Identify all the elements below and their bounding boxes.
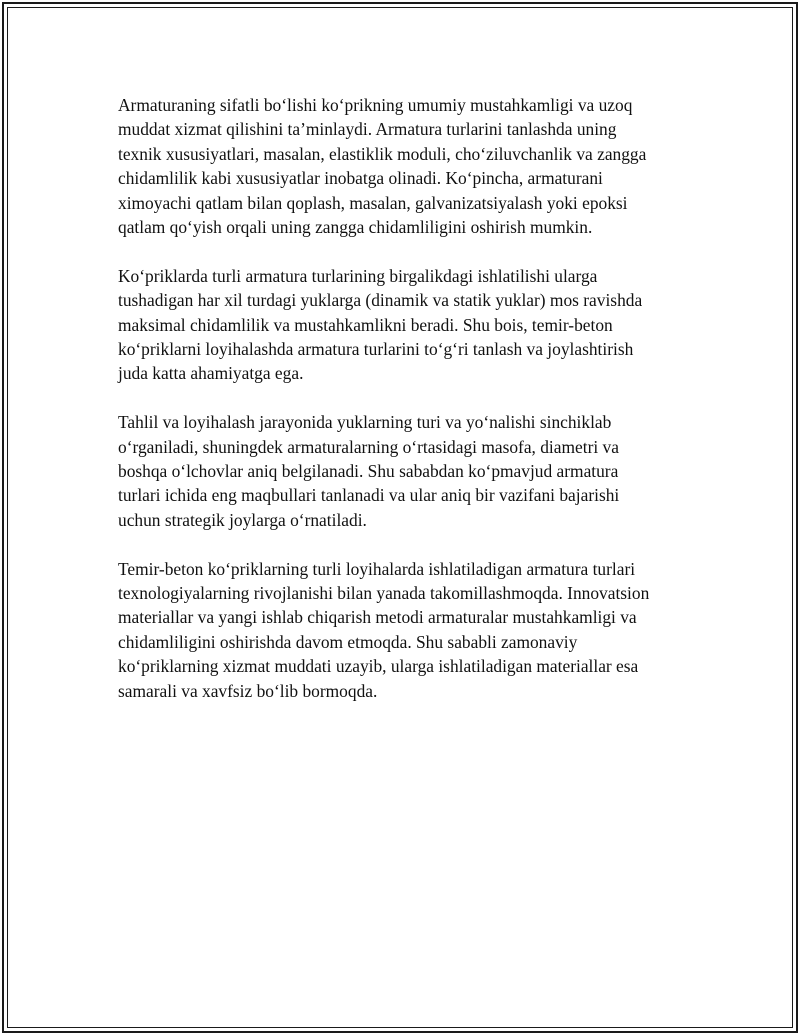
document-body	[118, 93, 698, 728]
paragraph-line: maksimal chidamlilik va mustahkamlikni beradi. Shu bois, temir-beton	[118, 314, 613, 335]
paragraph-line: uchun strategik joylarga o‘rnatiladi.	[118, 509, 367, 530]
paragraph-line: ko‘priklarni loyihalashda armatura turlarini to‘g‘ri tanlash va joylashtirish	[118, 339, 634, 360]
paragraph-line: Tahlil va loyihalash jarayonida yuklarning turi va yo‘nalishi sinchiklab	[118, 412, 612, 433]
paragraph-2	[118, 264, 698, 386]
paragraph-line: Armaturaning sifatli bo‘lishi ko‘prikning umumiy mustahkamligi va uzoq	[118, 95, 633, 115]
paragraph-1	[118, 93, 698, 239]
paragraph-line: qatlam qo‘yish orqali uning zangga chidamliligini oshirish mumkin.	[118, 217, 593, 238]
paragraph-line: texnik xususiyatlari, masalan, elastiklik moduli, cho‘ziluvchanlik va zangga	[118, 143, 647, 164]
paragraph-line: chidamliligini oshirishda davom etmoqda. Shu sababli zamonaviy	[118, 631, 578, 652]
paragraph-3	[118, 410, 698, 532]
paragraph-line: turlari ichida eng maqbullari tanlanadi va ular aniq bir vazifani bajarishi	[118, 485, 620, 506]
paragraph-line: chidamlilik kabi xususiyatlar inobatga olinadi. Ko‘pincha, armaturani	[118, 168, 603, 189]
paragraph-4	[118, 557, 698, 703]
paragraph-line: muddat xizmat qilishini ta’minlaydi. Armatura turlarini tanlashda uning	[118, 119, 617, 140]
paragraph-line: ximoyachi qatlam bilan qoplash, masalan, galvanizatsiyalash yoki epoksi	[118, 192, 628, 213]
paragraph-line: o‘rganiladi, shuningdek armaturalarning o‘rtasidagi masofa, diametri va	[118, 436, 619, 457]
paragraph-line: boshqa o‘lchovlar aniq belgilanadi. Shu sababdan ko‘pmavjud armatura	[118, 461, 619, 482]
paragraph-line: juda katta ahamiyatga ega.	[118, 363, 304, 384]
paragraph-line: materiallar va yangi ishlab chiqarish metodi armaturalar mustahkamligi va	[118, 607, 637, 628]
paragraph-line: tushadigan har xil turdagi yuklarga (dinamik va statik yuklar) mos ravishda	[118, 290, 643, 311]
paragraph-line: texnologiyalarning rivojlanishi bilan yanada takomillashmoqda. Innovatsion	[118, 583, 650, 604]
paragraph-line: Temir-beton ko‘priklarning turli loyihalarda ishlatiladigan armatura turlari	[118, 558, 636, 579]
paragraph-line: ko‘priklarning xizmat muddati uzayib, ularga ishlatiladigan materiallar esa	[118, 656, 639, 677]
paragraph-line: samarali va xavfsiz bo‘lib bormoqda.	[118, 680, 378, 701]
paragraph-line: Ko‘priklarda turli armatura turlarining birgalikdagi ishlatilishi ularga	[118, 265, 598, 286]
